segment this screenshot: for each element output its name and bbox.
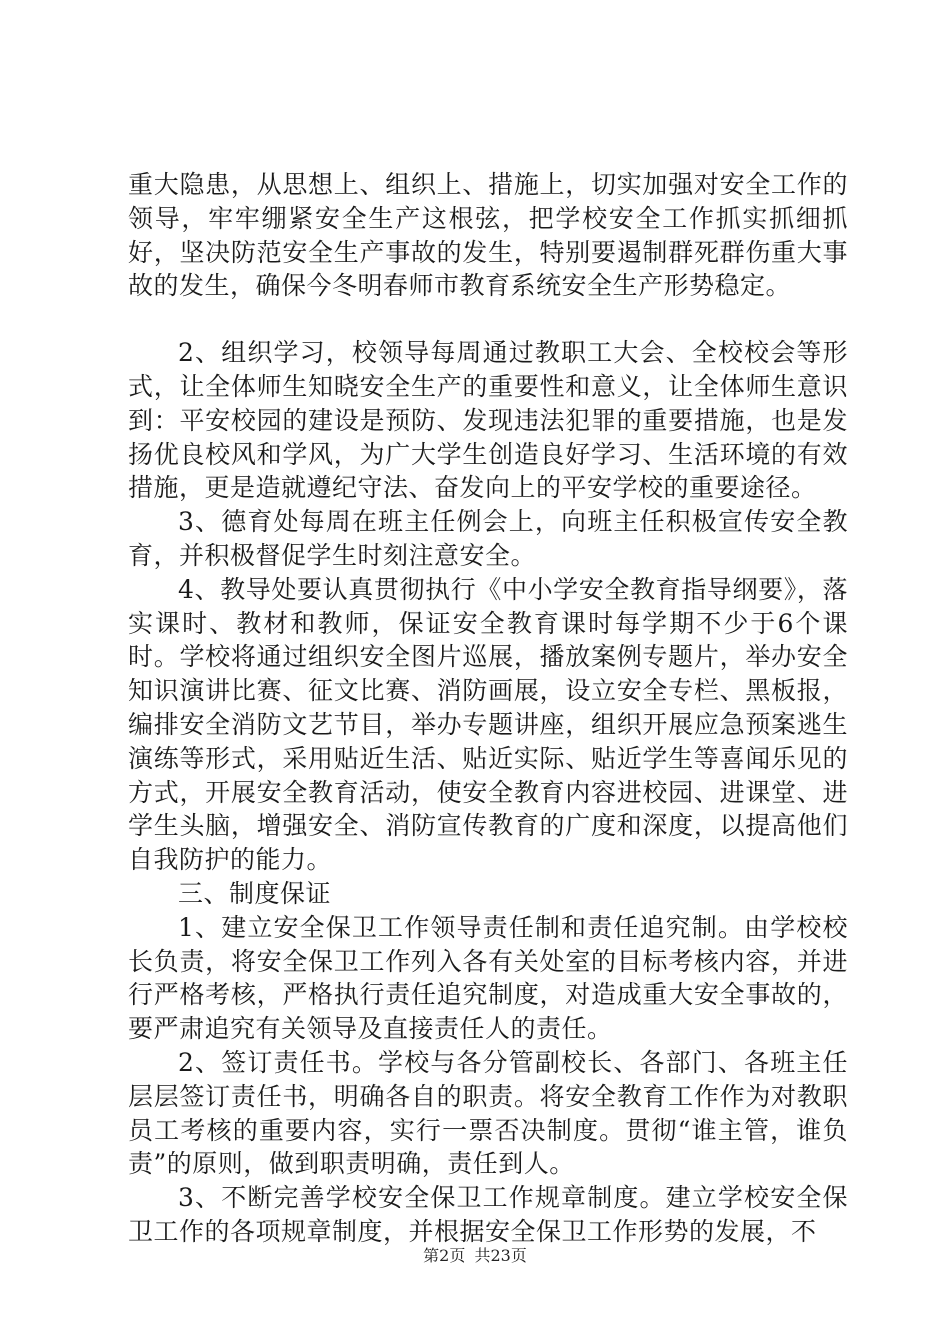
- paragraph-teaching-office: 4、教导处要认真贯彻执行《中小学安全教育指导纲要》，落实课时、教材和教师，保证安全教育课时每学期不少于6个课时。学校将通过组织安全图片巡展，播放案例专题片，举办安全知识演讲比赛、征文比赛、消防画展，设立安全专栏、黑板报，编排安全消防文艺节目，举办专题讲座，组织开展应急预案逃生演练等形式，采用贴近生活、贴近实际、贴近学生等喜闻乐见的方式，开展安全教育活动，使安全教育内容进校园、进课堂、进学生头脑，增强安全、消防宣传教育的广度和深度，以提高他们自我防护的能力。: [128, 574, 848, 875]
- paragraph-rules-improvement: 3、不断完善学校安全保卫工作规章制度。建立学校安全保卫工作的各项规章制度，并根据安全保卫工作形势的发展，不: [128, 1183, 848, 1246]
- paragraph-continuation: 重大隐患，从思想上、组织上、措施上，切实加强对安全工作的领导，牢牢绷紧安全生产这根弦，把学校安全工作抓实抓细抓好，坚决防范安全生产事故的发生，特别要遏制群死群伤重大事故的发生，确保今冬明春师市教育系统安全生产形势稳定。: [128, 170, 848, 301]
- paragraph-gap: [128, 303, 848, 336]
- paragraph-organize-study: 2、组织学习，校领导每周通过教职工大会、全校校会等形式，让全体师生知晓安全生产的重要性和意义，让全体师生意识到：平安校园的建设是预防、发现违法犯罪的重要措施，也是发扬优良校风和学风，为广大学生创造良好学习、生活环境的有效措施，更是造就遵纪守法、奋发向上的平安学校的重要途径。: [128, 338, 848, 503]
- document-body: [128, 168, 848, 1249]
- paragraph-responsibility-system: 1、建立安全保卫工作领导责任制和责任追究制。由学校校长负责，将安全保卫工作列入各有关处室的目标考核内容，并进行严格考核，严格执行责任追究制度，对造成重大安全事故的，要严肃追究有关领导及直接责任人的责任。: [128, 912, 848, 1044]
- paragraph-responsibility-letter: 2、签订责任书。学校与各分管副校长、各部门、各班主任层层签订责任书，明确各自的职责。将安全教育工作作为对教职员工考核的重要内容，实行一票否决制度。贯彻“谁主管，谁负责”的原则，做到职责明确，责任到人。: [128, 1047, 848, 1179]
- page-total: 共23页: [474, 1246, 527, 1265]
- section-heading-system-guarantee: 三、制度保证: [178, 878, 332, 908]
- page-number: 第2页: [423, 1246, 466, 1265]
- page-footer: [0, 1243, 950, 1266]
- paragraph-moral-education: 3、德育处每周在班主任例会上，向班主任积极宣传安全教育，并积极督促学生时刻注意安全。: [128, 507, 848, 570]
